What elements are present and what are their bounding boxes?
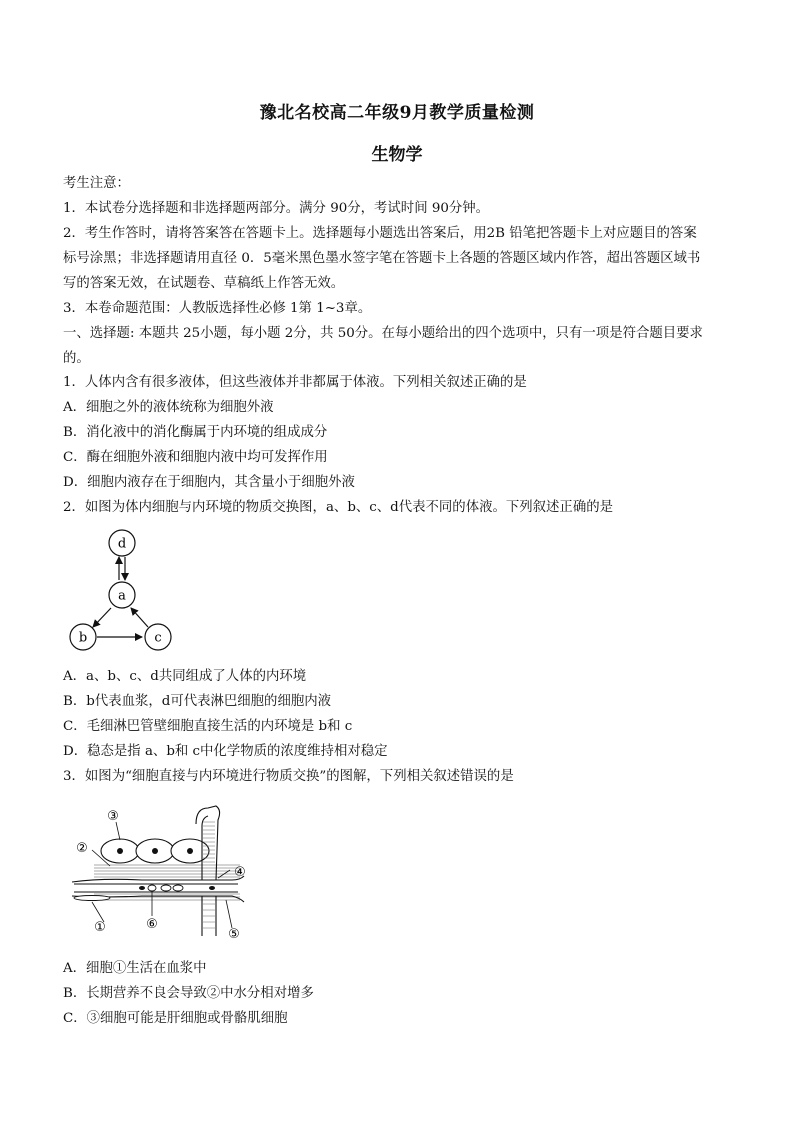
q2-stem: 2．如图为体内细胞与内环境的物质交换图，a、b、c、d代表不同的体液。下列叙述正确的是 <box>63 500 613 515</box>
label-6: ⑥ <box>146 917 158 932</box>
q2-option-a: A．a、b、c、d共同组成了人体的内环境 <box>63 669 307 684</box>
label-2: ② <box>76 841 88 856</box>
q2-option-c: C．毛细淋巴管壁细胞直接生活的内环境是 b和 c <box>63 719 353 734</box>
node-a-label: a <box>118 588 126 604</box>
q1-option-b: B．消化液中的消化酶属于内环境的组成成分 <box>63 425 328 440</box>
section-heading: 一、选择题: 本题共 25小题，每小题 2分，共 50分。在每小题给出的四个选项中，只有一项是符合题目要求 <box>63 326 703 341</box>
q2-option-b: B．b代表血浆，d可代表淋巴细胞的细胞内液 <box>63 694 332 709</box>
q1-stem: 1．人体内含有很多液体，但这些液体并非都属于体液。下列相关叙述正确的是 <box>63 375 527 390</box>
arrow-c-to-a <box>131 608 148 627</box>
label-5: ⑤ <box>228 927 240 940</box>
capillary-wall-cell <box>74 896 110 901</box>
lymph-vessel-lower-hatch <box>203 904 215 928</box>
tissue-cells <box>101 839 209 863</box>
notice-item-2-cont2: 写的答案无效，在试题卷、草稿纸上作答无效。 <box>63 276 345 291</box>
q2-exchange-diagram <box>60 523 190 658</box>
notice-item-2-cont: 标号涂黑；非选择题请用直径 0．5毫米黑色墨水签字笔在答题卡上各题的答题区域内作答，超出答题区域书 <box>63 251 701 266</box>
q3-option-b: B．长期营养不良会导致②中水分相对增多 <box>63 986 314 1001</box>
subject-title: 生物学 <box>371 145 423 165</box>
tissue-fluid-region <box>94 865 240 900</box>
q1-option-a: A．细胞之外的液体统称为细胞外液 <box>63 400 274 415</box>
exam-title: 豫北名校高二年级9月教学质量检测 <box>259 103 535 123</box>
blood-cells <box>139 885 215 891</box>
q1-option-d: D．细胞内液存在于细胞内，其含量小于细胞外液 <box>63 475 355 490</box>
node-d-label: d <box>117 536 127 552</box>
section-heading-cont: 的。 <box>63 351 90 366</box>
q3-tissue-diagram <box>62 800 252 940</box>
label-3: ③ <box>107 809 119 824</box>
notice-item-3: 3．本卷命题范围：人教版选择性必修 1第 1~3章。 <box>63 301 372 316</box>
notice-heading: 考生注意： <box>63 176 130 191</box>
label-1: ① <box>94 920 106 935</box>
notice-item-1: 1．本试卷分选择题和非选择题两部分。满分 90分，考试时间 90分钟。 <box>63 201 490 216</box>
node-b-label: b <box>78 630 88 646</box>
q3-stem: 3．如图为“细胞直接与内环境进行物质交换”的图解，下列相关叙述错误的是 <box>63 769 514 784</box>
q3-option-a: A．细胞①生活在血浆中 <box>63 961 207 976</box>
node-c-label: c <box>154 630 162 646</box>
q1-option-c: C．酶在细胞外液和细胞内液中均可发挥作用 <box>63 450 328 465</box>
q3-option-c: C．③细胞可能是肝细胞或骨骼肌细胞 <box>63 1011 288 1026</box>
q2-option-d: D．稳态是指 a、b和 c中化学物质的浓度维持相对稳定 <box>63 744 388 759</box>
notice-item-2: 2．考生作答时，请将答案答在答题卡上。选择题每小题选出答案后，用2B 铅笔把答题卡上对应题目的答案 <box>63 226 697 241</box>
arrow-a-to-b <box>93 608 111 627</box>
label-4: ④ <box>234 865 246 880</box>
